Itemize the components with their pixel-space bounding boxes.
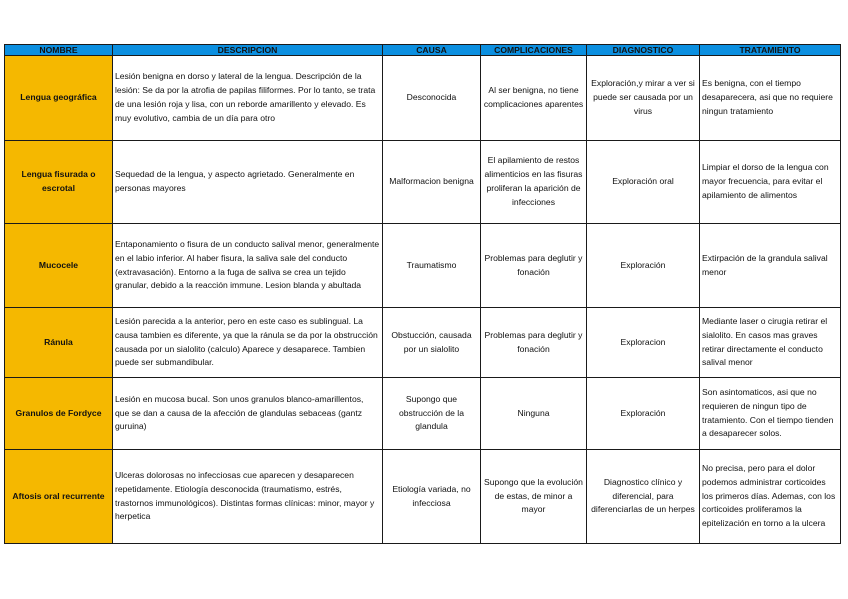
cell-descripcion: Lesión benigna en dorso y lateral de la lengua. Descripción de la lesión: Se da por la atrofia de papilas filiformes. Por lo tanto, se trata de una lesión roja y lisa, con un reborde amarillento y elevado. Es muy evolutivo, cambia de un día para otro <box>113 56 383 141</box>
cell-causa: Traumatismo <box>383 224 481 308</box>
cell-diagnostico: Diagnostico clínico y diferencial, para diferenciarlas de un herpes <box>587 450 700 544</box>
cell-nombre: Granulos de Fordyce <box>5 378 113 450</box>
table-row <box>5 224 841 308</box>
cell-causa: Desconocida <box>383 56 481 141</box>
table-row <box>5 308 841 378</box>
cell-nombre: Mucocele <box>5 224 113 308</box>
cell-complicaciones: Problemas para deglutir y fonación <box>481 308 587 378</box>
cell-tratamiento: Mediante laser o cirugia retirar el sialolito. En casos mas graves retirar directamente el conducto salival menor <box>700 308 841 378</box>
cell-complicaciones: Supongo que la evolución de estas, de minor a mayor <box>481 450 587 544</box>
cell-tratamiento: Extirpación de la grandula salival menor <box>700 224 841 308</box>
header-nombre: NOMBRE <box>5 45 113 56</box>
cell-causa: Malformacion benigna <box>383 141 481 224</box>
cell-nombre: Lengua geográfica <box>5 56 113 141</box>
cell-complicaciones: Al ser benigna, no tiene complicaciones aparentes <box>481 56 587 141</box>
cell-diagnostico: Exploración oral <box>587 141 700 224</box>
cell-tratamiento: Limpiar el dorso de la lengua con mayor frecuencia, para evitar el apilamiento de alimentos <box>700 141 841 224</box>
cell-causa: Supongo que obstrucción de la glandula <box>383 378 481 450</box>
cell-descripcion: Entaponamiento o fisura de un conducto salival menor, generalmente en el labio inferior. Al haber fisura, la saliva sale del conducto (extravasación). Entorno a la fuga de saliva se crea un tejido granular, debido a la reacción immune. Lesion blanda y abultada <box>113 224 383 308</box>
cell-descripcion: Sequedad de la lengua, y aspecto agrietado. Generalmente en personas mayores <box>113 141 383 224</box>
cell-tratamiento: No precisa, pero para el dolor podemos administrar corticoides los primeros días. Ademas, con los corticoides proliferamos la epitelización en torno a la ulcera <box>700 450 841 544</box>
cell-diagnostico: Exploración <box>587 224 700 308</box>
cell-causa: Etiología variada, no infecciosa <box>383 450 481 544</box>
cell-diagnostico: Exploracion <box>587 308 700 378</box>
cell-nombre: Ránula <box>5 308 113 378</box>
cell-diagnostico: Exploración <box>587 378 700 450</box>
cell-descripcion: Lesión parecida a la anterior, pero en este caso es sublingual. La causa tambien es diferente, ya que la ránula se da por la obstrucción causada por un sialolito (calculo) Aparece y desaparece. Tambien puede ser submandibular. <box>113 308 383 378</box>
table-row <box>5 450 841 544</box>
header-tratamiento: TRATAMIENTO <box>700 45 841 56</box>
cell-descripcion: Ulceras dolorosas no infecciosas cue aparecen y desaparecen repetidamente. Etiología desconocida (traumatismo, estrés, trastornos immunológicos). Distintas formas clínicas: minor, mayor y herpetica <box>113 450 383 544</box>
cell-nombre: Aftosis oral recurrente <box>5 450 113 544</box>
header-row <box>5 45 841 56</box>
cell-complicaciones: Ninguna <box>481 378 587 450</box>
cell-nombre: Lengua fisurada o escrotal <box>5 141 113 224</box>
cell-diagnostico: Exploración,y mirar a ver si puede ser causada por un virus <box>587 56 700 141</box>
table-row <box>5 56 841 141</box>
header-descripcion: DESCRIPCION <box>113 45 383 56</box>
cell-causa: Obstucción, causada por un sialolito <box>383 308 481 378</box>
header-causa: CAUSA <box>383 45 481 56</box>
header-diagnostico: DIAGNOSTICO <box>587 45 700 56</box>
cell-tratamiento: Son asintomaticos, asi que no requieren de ningun tipo de tratamiento. Con el tiempo tienden a desaparecer solos. <box>700 378 841 450</box>
cell-descripcion: Lesión en mucosa bucal. Son unos granulos blanco-amarillentos, que se dan a causa de la afección de glandulas sebaceas (gantz guruina) <box>113 378 383 450</box>
cell-tratamiento: Es benigna, con el tiempo desaparecera, asi que no requiere ningun tratamiento <box>700 56 841 141</box>
header-complicaciones: COMPLICACIONES <box>481 45 587 56</box>
cell-complicaciones: El apilamiento de restos alimenticios en las fisuras proliferan la aparición de infecciones <box>481 141 587 224</box>
table-row <box>5 378 841 450</box>
diseases-table <box>4 44 841 544</box>
cell-complicaciones: Problemas para deglutir y fonación <box>481 224 587 308</box>
table-row <box>5 141 841 224</box>
